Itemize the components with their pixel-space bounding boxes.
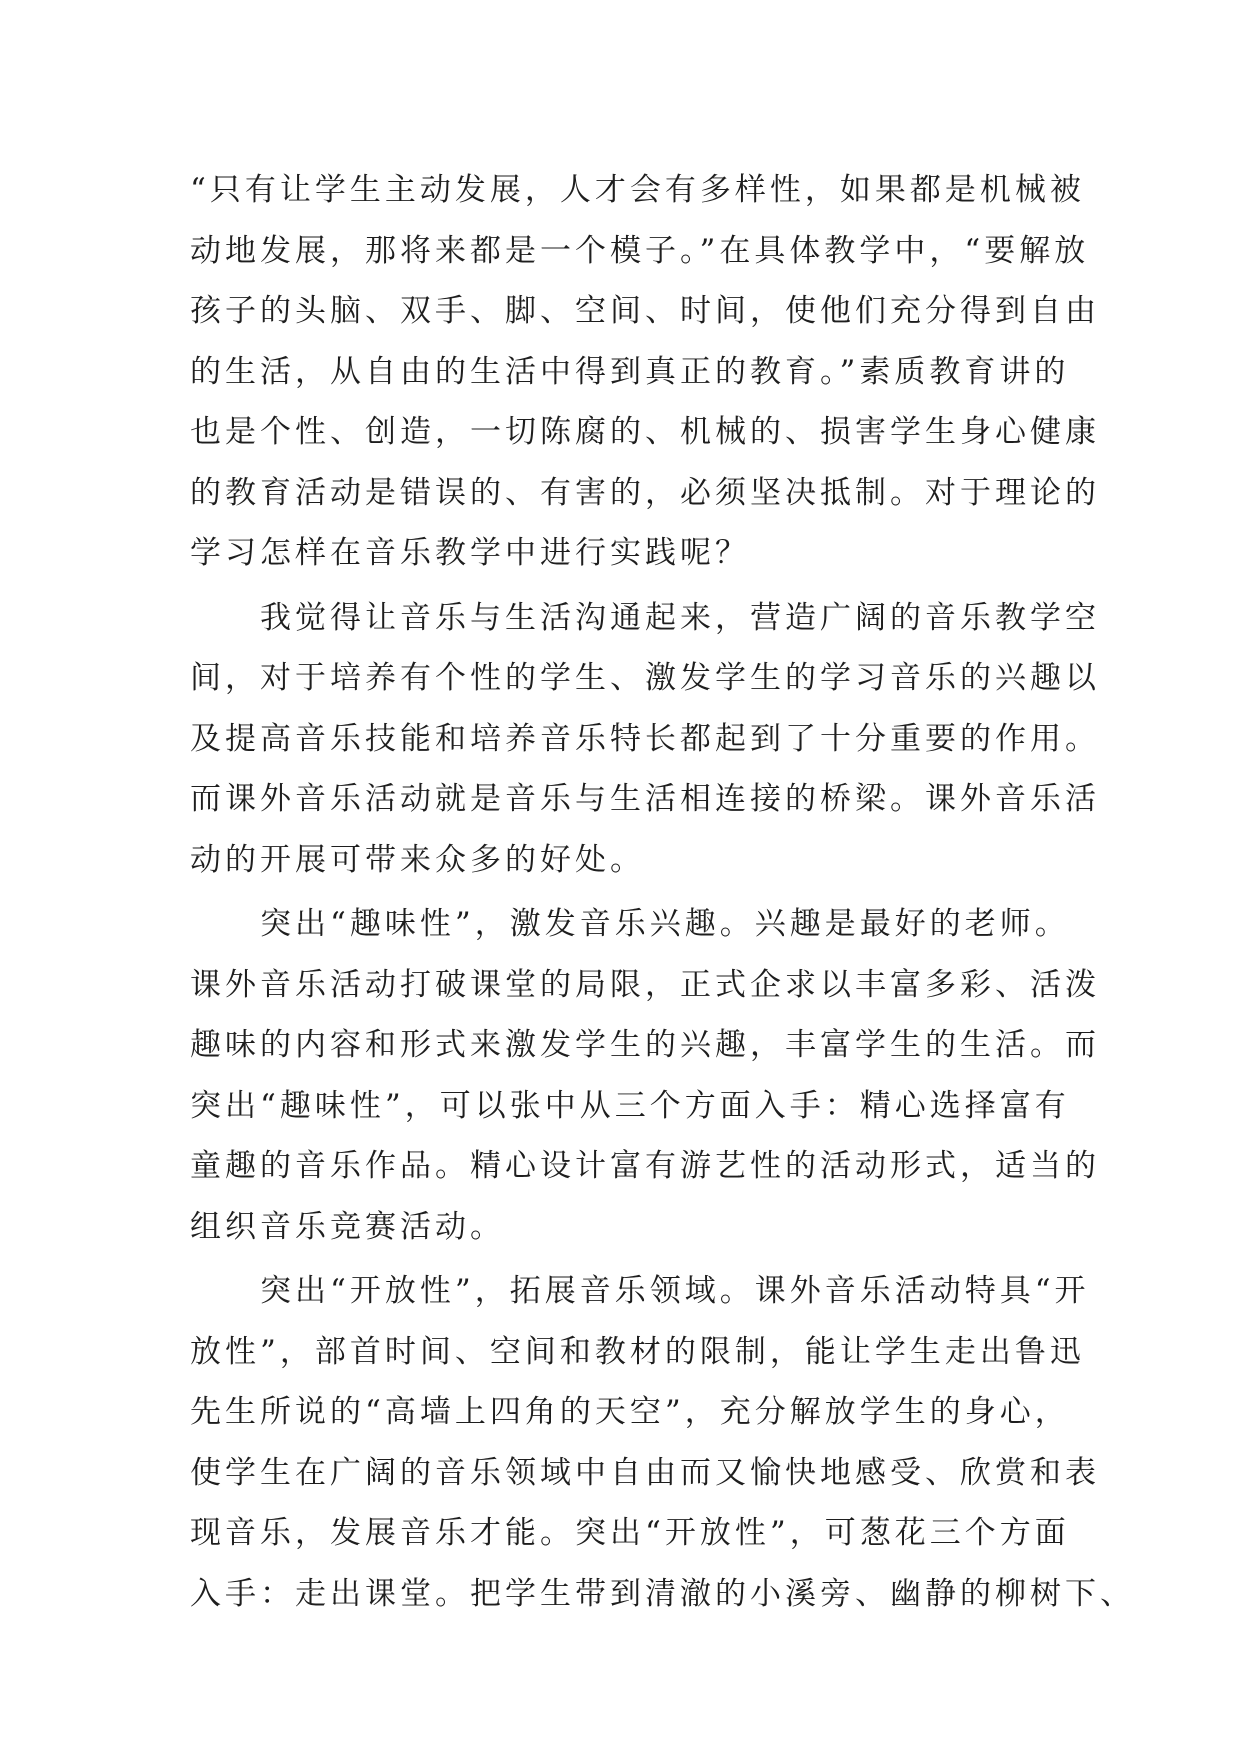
text-line: 组织音乐竞赛活动。	[190, 1208, 505, 1245]
text-line: 及提高音乐技能和培养音乐特长都起到了十分重要的作用。	[190, 720, 1100, 757]
text-line: 课外音乐活动打破课堂的局限，正式企求以丰富多彩、活泼	[190, 966, 1100, 1003]
text-line: 先生所说的“高墙上四角的天空”，充分解放学生的身心，	[190, 1394, 1070, 1430]
text-line: 动的开展可带来众多的好处。	[190, 841, 645, 878]
text-line: 我觉得让音乐与生活沟通起来，营造广阔的音乐教学空	[190, 599, 1100, 636]
text-line: 突出“趣味性”，可以张中从三个方面入手：精心选择富有	[190, 1087, 1070, 1124]
paragraph-1	[190, 160, 1100, 584]
text-line: 突出“趣味性”，激发音乐兴趣。兴趣是最好的老师。	[190, 906, 1070, 942]
text-line: 而课外音乐活动就是音乐与生活相连接的桥梁。课外音乐活	[190, 781, 1100, 817]
text-line: 孩子的头脑、双手、脚、空间、时间，使他们充分得到自由	[190, 293, 1100, 329]
text-line: 间，对于培养有个性的学生、激发学生的学习音乐的兴趣以	[190, 660, 1100, 696]
paragraph-3	[190, 894, 1100, 1257]
text-line: 童趣的音乐作品。精心设计富有游艺性的活动形式，适当的	[190, 1148, 1100, 1184]
text-line: 现音乐，发展音乐才能。突出“开放性”，可葱花三个方面	[190, 1515, 1070, 1551]
text-line: “只有让学生主动发展，人才会有多样性，如果都是机械被	[190, 172, 1085, 208]
text-line: 动地发展，那将来都是一个模子。”在具体教学中，“要解放	[190, 232, 1090, 269]
text-line: 也是个性、创造，一切陈腐的、机械的、损害学生身心健康	[190, 414, 1100, 450]
text-line: 放性”，部首时间、空间和教材的限制，能让学生走出鲁迅	[190, 1333, 1085, 1370]
text-line: 的生活，从自由的生活中得到真正的教育。”素质教育讲的	[190, 353, 1070, 390]
text-line: 的教育活动是错误的、有害的，必须坚决抵制。对于理论的	[190, 474, 1100, 511]
text-line: 学习怎样在音乐教学中进行实践呢？	[190, 535, 750, 571]
text-line: 趣味的内容和形式来激发学生的兴趣，丰富学生的生活。而	[190, 1027, 1100, 1063]
text-line: 使学生在广阔的音乐领域中自由而又愉快地感受、欣赏和表	[190, 1454, 1100, 1491]
paragraph-2	[190, 588, 1100, 891]
text-line: 入手：走出课堂。把学生带到清澈的小溪旁、幽静的柳树下、	[190, 1575, 1135, 1612]
document-body	[190, 160, 1135, 1624]
paragraph-4	[190, 1261, 1135, 1624]
text-line: 突出“开放性”，拓展音乐领域。课外音乐活动特具“开	[190, 1273, 1090, 1309]
